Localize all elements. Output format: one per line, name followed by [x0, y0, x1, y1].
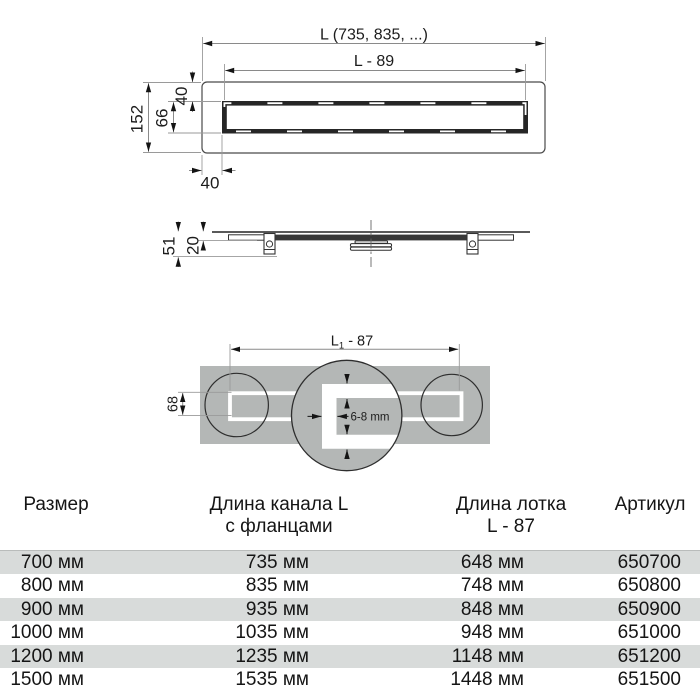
cell-channel-length: 1035 мм: [235, 622, 309, 644]
dim-edge-offset-label: 40: [172, 86, 191, 106]
top-view: [128, 27, 546, 193]
dim-total-height-label: 51: [159, 236, 179, 256]
cell-filler: [692, 574, 700, 598]
header-tray-length-line1: Длина лотка: [455, 494, 567, 515]
tile-gap-label: 6-8 mm: [350, 411, 390, 424]
dim-slot-width-label: 68: [165, 395, 182, 413]
mounting-bracket-right: [467, 234, 478, 255]
cell-tray-length: 1448 мм: [450, 669, 524, 691]
cell-channel-length: 935 мм: [245, 598, 309, 620]
cell-filler: [692, 621, 700, 645]
cell-size: 700 мм: [20, 551, 84, 573]
cell-article: 650800: [617, 575, 681, 597]
cell-channel-length: 1535 мм: [235, 669, 309, 691]
header-tray-length: [411, 494, 611, 538]
header-size: Размер: [23, 494, 89, 515]
cell-article: 650700: [617, 551, 681, 573]
header-channel-length-line2: с фланцами: [225, 516, 333, 537]
cell-channel-length: 1235 мм: [235, 645, 309, 667]
cell-filler: [692, 598, 700, 622]
header-article: Артикул: [614, 494, 686, 515]
table-body: [0, 550, 700, 693]
dim-grate-length-label: L - 89: [353, 53, 395, 70]
table-row: [0, 551, 700, 575]
table-row: [0, 645, 700, 669]
cell-size: 1000 мм: [10, 622, 84, 644]
table-row: [0, 621, 700, 645]
cell-article: 651500: [617, 669, 681, 691]
cell-size: 1200 мм: [10, 645, 84, 667]
cell-tray-length: 948 мм: [460, 622, 524, 644]
gap-detail-circle: [292, 360, 403, 470]
installed-view: [166, 334, 491, 471]
cell-filler: [692, 668, 700, 692]
cell-article: 650900: [617, 598, 681, 620]
cell-tray-length: 848 мм: [460, 598, 524, 620]
mounting-bracket-left: [264, 234, 275, 255]
cell-size: 900 мм: [20, 598, 84, 620]
cell-tray-length: 1148 мм: [451, 645, 524, 667]
header-channel-length: [179, 494, 379, 538]
dim-profile-height-label: 20: [183, 236, 203, 255]
cell-filler: [692, 645, 700, 669]
cell-size: 1500 мм: [10, 669, 84, 691]
table-header: [0, 492, 700, 550]
size-table: [0, 492, 700, 692]
dim-side-margin-label: 40: [200, 173, 220, 193]
cell-channel-length: 835 мм: [245, 575, 309, 597]
cell-channel-length: 735 мм: [245, 551, 309, 573]
header-tray-length-line2: L - 87: [487, 516, 535, 537]
side-view: [160, 220, 531, 268]
cell-article: 651000: [617, 622, 681, 644]
cell-tray-length: 748 мм: [460, 575, 524, 597]
dim-flange-width-label: 152: [127, 104, 147, 134]
dim-total-length-label: L (735, 835, ...): [320, 26, 428, 44]
dim-slot-length-label: $L_1 - 87$: [330, 333, 374, 352]
table-row: [0, 668, 700, 692]
cell-filler: [692, 551, 700, 575]
table-row: [0, 598, 700, 622]
header-channel-length-line1: Длина канала L: [209, 494, 349, 515]
cell-size: 800 мм: [20, 575, 84, 597]
cell-tray-length: 648 мм: [460, 551, 524, 573]
cell-article: 651200: [617, 645, 681, 667]
dim-channel-width-label: 66: [152, 108, 172, 128]
table-row: [0, 574, 700, 598]
